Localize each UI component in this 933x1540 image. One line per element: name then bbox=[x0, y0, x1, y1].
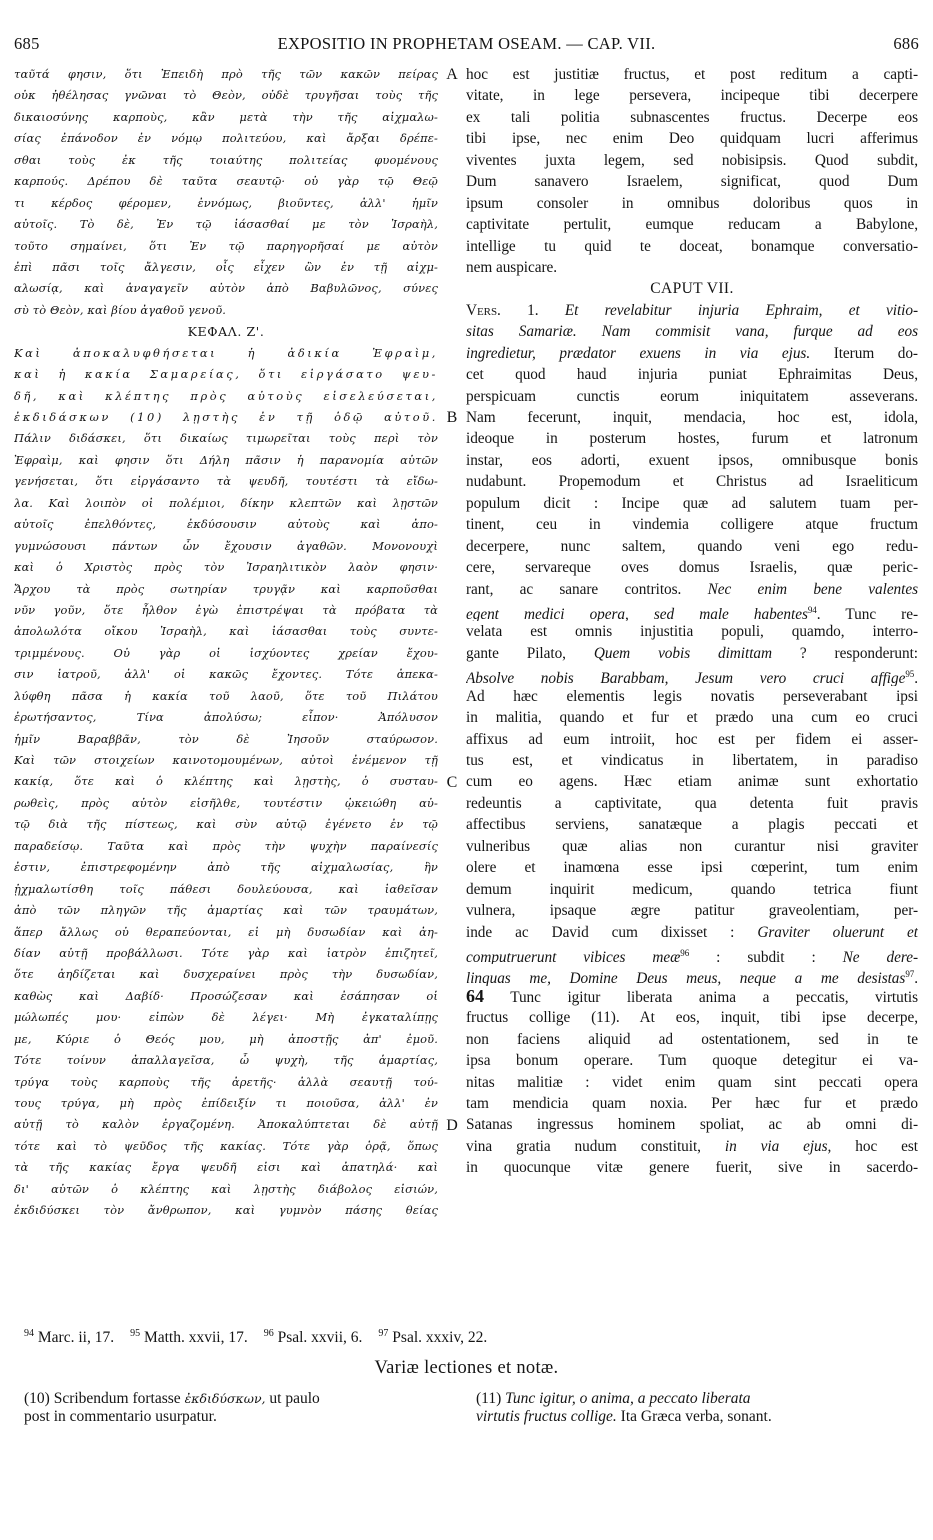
footnotes bbox=[24, 1328, 904, 1347]
latin-line: nitas malitiæ : videt enim quam sint peccati opera bbox=[466, 1073, 918, 1091]
greek-line: γενήσεται, ὅτι εἰργάσαντο τὰ ψευδῆ, τουτέστι τὰ εἴδω- bbox=[14, 474, 438, 489]
latin-line bbox=[466, 943, 918, 964]
latin-quote: Nec enim bene valentes bbox=[707, 580, 918, 598]
greek-line: Πάλιν διδάσκει, ὅτι δικαίως τιμωρεῖται τοὺς περὶ τὸν bbox=[14, 431, 438, 446]
latin-line: ipsa bonum operare. Tum quoque detegitur ei va- bbox=[466, 1052, 918, 1070]
greek-line: σὺ τὸ Θεὸν, καὶ βίου ἀγαθοῦ γενοῦ. bbox=[14, 302, 227, 317]
greek-line: τι κέρδος φέρομεν, ἐννόμως, βιοῦντες, ἀλλ' ἡμῖν bbox=[14, 195, 438, 210]
latin-quote: computruerunt vibices meæ bbox=[466, 949, 681, 965]
latin-column bbox=[466, 64, 918, 1179]
latin-line bbox=[466, 1136, 918, 1157]
latin-line: tibi ipse, nec enim Deo quidquam lucri afferimus bbox=[466, 130, 918, 148]
greek-line: τὰ τῆς κακίας ἔργα ψευδῆ εἰσι καὶ ἀπατηλά· καὶ bbox=[14, 1160, 438, 1175]
greek-line: ἐρωτήσαντος, Τίνα ἀπολύσω; εἶπον· Ἀπόλυσον bbox=[14, 710, 438, 725]
latin-line bbox=[466, 922, 918, 943]
latin-line: populum dicit : Incipe quæ ad salutem tuam per- bbox=[466, 494, 918, 512]
latin-line: redeuntis a captivitate, qua detenta fuit pravis bbox=[466, 794, 918, 812]
latin-line: ex tali politia subnascentes fructus. Decerpe eos bbox=[466, 108, 918, 126]
footnote-number: 96 bbox=[263, 1328, 274, 1339]
latin-body-block-2 bbox=[466, 686, 918, 922]
latin-line: Satanas ingressus hominem spoliat, ac ab omni di- bbox=[466, 1116, 918, 1134]
footnote bbox=[24, 1328, 114, 1347]
latin-line: tam mendicia quam noxia. Per hæc fur et prædo bbox=[466, 1095, 918, 1112]
greek-line: οὐκ ἠθέλησας γνῶναι τὸ Θεὸν, οὐδὲ τρυγῆσαι τοὺς τῆς bbox=[14, 88, 438, 103]
page-number-left: 685 bbox=[14, 34, 40, 53]
greek-verse-line: ἐκδιδάσκων (10) λῃστὴς ἐν τῇ ὁδῷ αὐτοῦ. bbox=[14, 410, 438, 424]
footnote-text: Marc. ii, 17. bbox=[37, 1329, 115, 1347]
greek-line: δίαν αὐτῇ προβάλλωσι. Τότε γὰρ καὶ ἰατρὸν ἐπιζητεῖ, bbox=[14, 945, 438, 960]
note-text: (11) bbox=[476, 1390, 502, 1407]
variae-lectiones-title: Variæ lectiones et notæ. bbox=[374, 1358, 559, 1378]
latin-line: tinent, ceu in vindemia colligere atque fructum bbox=[466, 516, 918, 534]
verse-text: ingredietur, prædator exuens in via ejus. bbox=[466, 344, 811, 362]
latin-text: ? responderunt: bbox=[799, 644, 918, 662]
footnote-ref: 95 bbox=[905, 669, 915, 680]
latin-top-block bbox=[466, 64, 918, 278]
footnote-number: 95 bbox=[130, 1328, 141, 1339]
greek-line: γυμνώσουσι πάντων ὧν ἔχουσιν ἀγαθῶν. Μονονουχὶ bbox=[14, 538, 438, 553]
footnote-text: Psal. xxxiv, 22. bbox=[392, 1329, 488, 1347]
latin-text: hoc est bbox=[855, 1137, 918, 1155]
greek-column bbox=[14, 64, 438, 1222]
latin-line: cere, servareque oves domus Israelis, quæ peric- bbox=[466, 559, 918, 577]
latin-line: hoc est justitiæ fructus, et post reditum a capti- bbox=[466, 66, 918, 83]
verse-text: Et revelabitur injuria Ephraim, et vitio- bbox=[564, 301, 918, 319]
latin-line: vulnera, ipsaque ægre patitur graveolentiam, per- bbox=[466, 902, 918, 920]
latin-text: Tunc igitur liberata anima a peccatis, virtutis bbox=[510, 988, 918, 1006]
margin-marker-b: B bbox=[446, 409, 458, 426]
latin-quote: egent medici opera, sed male habentes bbox=[466, 606, 808, 622]
footnote bbox=[130, 1328, 248, 1347]
latin-text: inde ac David cum dixisset : bbox=[466, 923, 735, 941]
latin-line: Ad hæc elementis legis novatis perseverabant ipsi bbox=[466, 687, 918, 705]
latin-line: nudabunt. Propemodum et Christus ad Israeliticum bbox=[466, 473, 918, 491]
latin-text: . bbox=[914, 970, 918, 986]
greek-line: τρύγα τοὺς καρποὺς τῆς ἀρετῆς· ἀλλὰ σεαυτῇ τού- bbox=[14, 1074, 438, 1089]
latin-quote: Ne dere- bbox=[842, 949, 918, 965]
margin-marker-d: D bbox=[446, 1117, 458, 1134]
greek-line: σίας ἐπάνοδον ἐν νόμῳ πολιτεύου, καὶ ἄρξαι δρέπε- bbox=[14, 131, 438, 146]
footnote-text: Psal. xxvii, 6. bbox=[277, 1329, 363, 1347]
vers-number: 1. bbox=[527, 301, 539, 319]
greek-line: ἐπὶ πᾶσι τοῖς ἄλγεσιν, οἷς εἶχεν ὢν ἐν τῇ αἰχμ- bbox=[14, 259, 438, 274]
greek-line: μώλωπές μου· εἰπὼν δὲ λέγει· Μὴ ἐγκαταλίπῃς bbox=[14, 1010, 438, 1025]
greek-line: καὶ ὁ Χριστὸς πρὸς τὸν Ἰσραηλιτικὸν λαὸν φησιν· bbox=[14, 560, 438, 575]
greek-line: αὐτοῖς. Τὸ δὲ, Ἐν τῷ ἰάσασθαί με τὸν Ἰσραὴλ, bbox=[14, 217, 438, 232]
greek-line: λύφθη πᾶσα ἡ κακία τοῦ λαοῦ, ὅτε τοῦ Πιλάτου bbox=[14, 688, 438, 703]
footnote-ref: 97 bbox=[905, 969, 915, 980]
greek-line: Ἄρχου τὰ πρὸς σωτηρίαν τρυγᾷν καὶ καρποῦσθαι bbox=[14, 581, 438, 596]
latin-line: cet quod haud injuria puniat Ephraimitas Deus, bbox=[466, 366, 918, 384]
latin-line: non faciens aliquid ad ostentationem, sed in te bbox=[466, 1030, 918, 1048]
greek-line: παραδείσῳ. Ταῦτα καὶ πρὸς τὴν ψυχὴν παραίνεσίς bbox=[14, 838, 438, 853]
note-11 bbox=[476, 1390, 916, 1426]
greek-line: ρωθεὶς, πρὸς αὐτὸν εἰσῆλθε, τουτέστιν ᾠκειώθη αὐ- bbox=[14, 795, 438, 810]
greek-line: τοῦτο σημαίνει, ὅτι Ἐν τῷ παρηγορῆσαί με αὐτὸν bbox=[14, 238, 438, 253]
latin-line: Nam fecerunt, inquit, mendacia, hoc est, idola, bbox=[466, 409, 918, 426]
latin-quote: linquas me, Domine Deus meus, neque a me desistas bbox=[466, 970, 906, 986]
latin-text: rant, ac sanare contritos. bbox=[466, 580, 682, 598]
footnote-number: 97 bbox=[378, 1328, 389, 1339]
latin-line: ideoque in posterum hostes, furum et latronum bbox=[466, 430, 918, 448]
latin-line bbox=[466, 964, 918, 985]
greek-line: Ἐφραὶμ, καὶ φησιν ὅτι Δήλη πᾶσιν ἡ παρανομία αὐτῶν bbox=[14, 452, 438, 467]
latin-line: intellige tu quid te doceat, bonamque conversatio- bbox=[466, 237, 918, 255]
note-text: post in commentario usurpatur. bbox=[24, 1408, 217, 1425]
greek-line: καρπούς. Δρέπου δὲ ταῦτα σεαυτῷ· οὐ γὰρ τῷ Θεῷ bbox=[14, 174, 438, 189]
greek-line: τριμμένους. Οὐ γὰρ οἱ ἰσχύοντες χρείαν ἔχου- bbox=[14, 645, 438, 660]
greek-line: δικαιοσύνης καρποὺς, κἂν μετὰ τὴν τῆς αἰχμαλω- bbox=[14, 109, 438, 124]
latin-line bbox=[466, 664, 918, 685]
greek-line: νῦν γοῦν, ὅτε ἦλθον ἐγὼ ἐπιστρέψαι τὰ πρόβατα τὰ bbox=[14, 602, 438, 617]
latin-text: . Tunc re- bbox=[816, 606, 918, 622]
greek-line: Τότε τοίνυν ἀπαλλαγεῖσα, ὦ ψυχὴ, τῆς ἁμαρτίας, bbox=[14, 1053, 438, 1068]
greek-line: ᾐχμαλωτίσθη τοῖς πάθεσι δουλεύουσα, καὶ ἰαθεῖσαν bbox=[14, 881, 438, 896]
note-text: (10) Scribendum fortasse bbox=[24, 1390, 181, 1407]
latin-line bbox=[466, 579, 918, 600]
note-quote: Tunc igitur, o anima, a peccato liberata bbox=[505, 1390, 751, 1407]
latin-line: demum inquirit medicum, quando tetrica fiunt bbox=[466, 880, 918, 898]
greek-line: ἀπὸ τῶν πληγῶν τῆς ἁμαρτίας καὶ τῶν τραυμάτων, bbox=[14, 903, 438, 918]
latin-line: viventes juxta legem, sed nobisipsis. Quod subdit, bbox=[466, 151, 918, 169]
note-text: ut paulo bbox=[269, 1390, 320, 1407]
latin-line: olere et inamœna esse ipsi cœperint, tum enim bbox=[466, 859, 918, 877]
greek-line: αλωσίᾳ, καὶ ἀναγαγεῖν αὐτὸν ἀπὸ Βαβυλῶνος, σύνες bbox=[14, 281, 438, 296]
latin-line: cum eo agens. Hæc etiam animæ sunt exhortatio bbox=[466, 773, 918, 791]
column-number: 64 bbox=[466, 985, 484, 1006]
latin-quote: Quem vobis dimittam bbox=[593, 644, 772, 662]
greek-line: λα. Καὶ λοιπὸν οἱ πολέμιοι, δίκην κλεπτῶν καὶ λῃστῶν bbox=[14, 495, 438, 510]
latin-line bbox=[466, 600, 918, 621]
greek-line: ὅτε ἀηδίζεται καὶ δυσχεραίνει πρὸς τὴν δυσωδίαν, bbox=[14, 967, 438, 982]
greek-line: ἀπολωλότα οἴκου Ἰσραὴλ, καὶ ἰάσασθαι τοὺς συντε- bbox=[14, 624, 438, 639]
latin-quote: Graviter oluerunt et bbox=[757, 923, 918, 941]
latin-line: affixus ad eum introiit, hoc est per fidem ei asser- bbox=[466, 730, 918, 748]
page-header bbox=[14, 34, 919, 58]
greek-line: τότε καὶ τὸ ψεῦδος τῆς κακίας. Τότε γὰρ ὁρᾷ, ὅπως bbox=[14, 1138, 438, 1153]
latin-line: Dum sanavero Israelem, significat, quod Dum bbox=[466, 173, 918, 191]
latin-line: instar, eos adorti, exuent ipsos, omnibusque bonis bbox=[466, 451, 918, 469]
page-number-right: 686 bbox=[893, 34, 919, 53]
greek-line: αὐτῇ τὸ καλὸν ἐργαζομένη. Ἀποκαλύπτεται δὲ αὐτῇ bbox=[14, 1117, 438, 1132]
latin-line: ipsum consoler in omnibus doloribus quos in bbox=[466, 194, 918, 212]
latin-quote: Absolve nobis Barabbam, Jesum vero cruci affige bbox=[466, 670, 906, 686]
caput-latin: CAPUT VII. bbox=[650, 280, 734, 298]
footnote-ref: 96 bbox=[680, 947, 690, 958]
latin-line: vitate, in lege persevera, incipeque tibi decerpere bbox=[466, 87, 918, 105]
note-10 bbox=[24, 1390, 444, 1426]
latin-quote: in via ejus, bbox=[724, 1137, 832, 1155]
greek-line: Καὶ τῶν στοιχείων καινοτομουμένων, αὐτοὶ ἐνέμενον τῇ bbox=[14, 753, 438, 767]
latin-line bbox=[466, 986, 918, 1007]
latin-text: . bbox=[914, 670, 918, 686]
greek-line: αὐτοῖς ἐπελθόντες, ἐκδύσουσιν αὐτοὺς καὶ ἀπο- bbox=[14, 517, 438, 532]
greek-verse-line: Καὶ ἀποκαλυφθήσεται ἡ ἀδικία Ἐφραὶμ, bbox=[14, 345, 438, 360]
greek-line: ἐκδιδύσκει τὸν ἄνθρωπον, καὶ γυμνὸν πάσης θείας bbox=[14, 1203, 438, 1218]
footnote bbox=[264, 1328, 363, 1347]
greek-line: δι' αὐτῶν ὁ κλέπτης καὶ λῃστὴς διάβολος εἰσιών, bbox=[14, 1181, 438, 1196]
latin-line bbox=[466, 643, 918, 664]
verse-tail: Iterum do- bbox=[833, 344, 918, 362]
note-quote: virtutis fructus collige. bbox=[476, 1408, 617, 1425]
caput-greek: ΚΕΦΑΛ. Ζ'. bbox=[187, 324, 265, 340]
greek-line: τῷ διὰ τῆς πίστεως, καὶ σὺν αὐτῷ ἐγένετο ἐν τῷ bbox=[14, 817, 438, 832]
footnote bbox=[378, 1328, 487, 1347]
latin-line: velata est omnis injustitia populi, quamdo, interro- bbox=[466, 623, 918, 641]
latin-line: tus est, et vindicatus in libertatem, in paradiso bbox=[466, 752, 918, 769]
footnote-number: 94 bbox=[24, 1328, 34, 1339]
greek-line: σιν ἰατροῦ, ἀλλ' οἱ κακῶς ἔχοντες. Τότε ἀπεκα- bbox=[14, 667, 438, 682]
latin-line: affectibus serviens, sanatæque a plagis peccati et bbox=[466, 816, 918, 834]
latin-line: in quocunque vitæ genere fuerit, sive in sacerdo- bbox=[466, 1159, 918, 1177]
note-greek: ἐκδιδύσκων, bbox=[184, 1391, 266, 1406]
greek-line: καθὼς καὶ Δαβίδ· Προσώζεσαν καὶ ἐσάπησαν οἱ bbox=[14, 988, 438, 1003]
vers-label: Vers. bbox=[466, 301, 501, 319]
greek-line: ταῦτά φησιν, ὅτι Ἐπειδὴ πρὸ τῆς τῶν κακῶν πείρας bbox=[14, 67, 438, 81]
latin-line: fructus collige (11). At eos, inquit, tibi ipse decerpe, bbox=[466, 1009, 918, 1027]
greek-verse-line: δῆ, καὶ κλέπτης πρὸς αὐτοὺς εἰσελεύσεται, bbox=[14, 388, 438, 403]
latin-line: in malitia, quando et fur et prædo una cum eo cruci bbox=[466, 709, 918, 727]
margin-marker-a: A bbox=[446, 66, 458, 83]
greek-line: με, Κύριε ὁ Θεός μου, μὴ ἀποστῇς ἀπ' ἐμοῦ. bbox=[14, 1031, 438, 1046]
latin-text: : subdit : bbox=[716, 949, 816, 965]
greek-line: τους τρύγα, μὴ πρὸς ἐπίδειξίν τι ποιοῦσα, ἀλλ' ἐν bbox=[14, 1096, 438, 1110]
greek-line: ἅπερ ἄλλως οὐ θεραπεύονται, εἰ μὴ δυσωδίαν καὶ ἀη- bbox=[14, 924, 438, 939]
greek-verse-line: καὶ ἡ κακία Σαμαρείας, ὅτι εἰργάσατο ψευ- bbox=[14, 367, 438, 382]
greek-line: ἡμῖν Βαραββᾶν, τὸν δὲ Ἰησοῦν σταύρωσον. bbox=[14, 731, 438, 746]
footnote-ref: 94 bbox=[807, 604, 817, 615]
latin-body-block bbox=[466, 364, 918, 578]
footnote-text: Matth. xxvii, 17. bbox=[143, 1329, 248, 1347]
latin-line: captivitate pertulit, eumque reducam a Babylone, bbox=[466, 216, 918, 234]
latin-verse-line bbox=[466, 343, 918, 364]
latin-text: vina gratia nudum constituit, bbox=[466, 1137, 701, 1155]
latin-verse-line: sitas Samariæ. Nam commisit vana, furque ad eos bbox=[466, 323, 918, 341]
latin-text: gante Pilato, bbox=[466, 644, 566, 662]
latin-line: perspicuam cunctis eorum iniquitatem asseverans. bbox=[466, 387, 918, 405]
latin-line: vulneribus quæ alias non curantur nisi graviter bbox=[466, 837, 918, 855]
greek-line: ἐστιν, ἐπιστρεφομένην ἀπὸ τῆς αἰχμαλωσίας, ἣν bbox=[14, 860, 438, 875]
greek-line: κακίᾳ, ὅτε καὶ ὁ κλέπτης καὶ λῃστὴς, ὁ συσταυ- bbox=[14, 774, 438, 789]
running-title: EXPOSITIO IN PROPHETAM OSEAM. — CAP. VII. bbox=[277, 34, 656, 53]
greek-line: σθαι τοὺς ἐκ τῆς τοιαύτης πολιτείας φυομένους bbox=[14, 152, 438, 167]
latin-line: nem auspicare. bbox=[466, 258, 558, 276]
margin-marker-c: C bbox=[446, 774, 458, 791]
note-text: Ita Græca verba, sonant. bbox=[620, 1408, 772, 1425]
latin-line: decerpere, nunc saltem, quando veni ego redu- bbox=[466, 537, 918, 555]
latin-verse-line bbox=[466, 300, 918, 321]
